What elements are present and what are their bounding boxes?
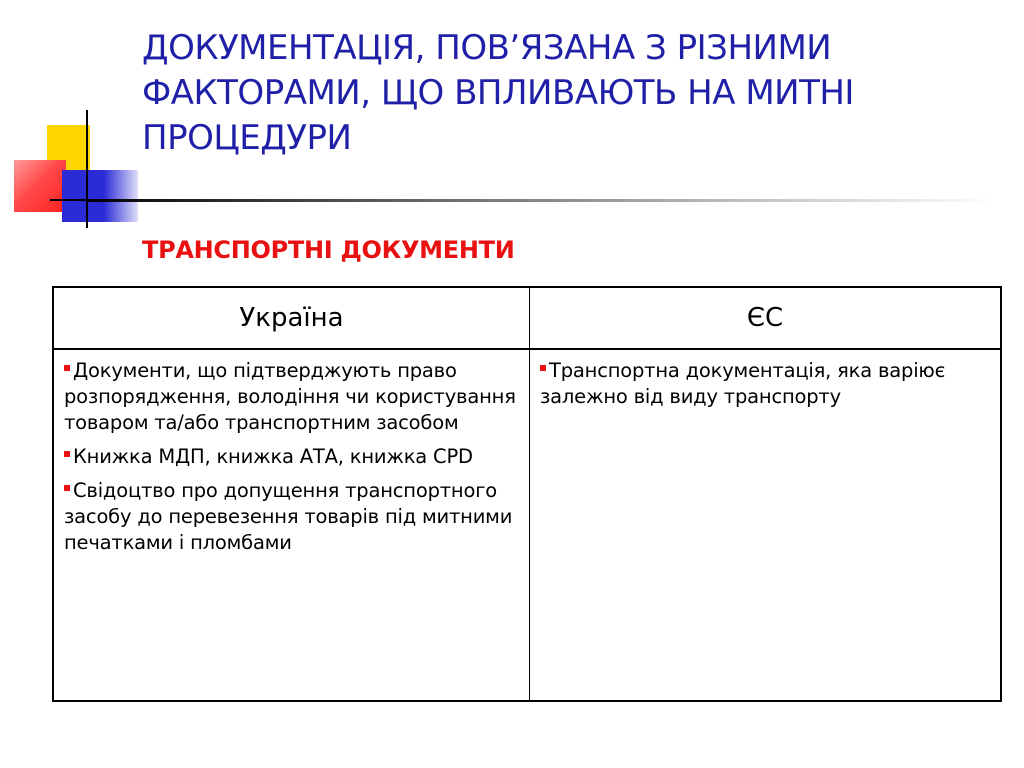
cell-eu — [530, 349, 1002, 701]
list-item-text: Книжка МДП, книжка АТА, книжка CPD — [73, 444, 473, 468]
cell-ukraine — [53, 349, 530, 701]
logo-vertical-line — [86, 110, 88, 228]
title-divider — [88, 199, 998, 202]
table-header-row — [53, 287, 1001, 349]
ukraine-bullet-list — [64, 358, 519, 555]
decorative-logo — [0, 0, 140, 240]
logo-blue-square — [62, 170, 138, 222]
table-row — [53, 349, 1001, 701]
list-item-text: Транспортна документація, яка варіює залежно від виду транспорту — [540, 359, 946, 408]
slide-title: ДОКУМЕНТАЦІЯ, ПОВ’ЯЗАНА З РІЗНИМИ ФАКТОРАМИ, ЩО ВПЛИВАЮТЬ НА МИТНІ ПРОЦЕДУРИ — [142, 28, 854, 159]
header-eu: ЄС — [530, 287, 1002, 349]
list-item — [64, 478, 519, 556]
bullet-square-icon — [64, 485, 70, 491]
list-item-text: Свідоцтво про допущення транспортного засобу до перевезення товарів під митними печатками і пломбами — [64, 478, 513, 554]
list-item — [540, 358, 990, 410]
list-item — [64, 444, 519, 470]
eu-bullet-list — [540, 358, 990, 410]
logo-red-square — [14, 160, 66, 212]
slide-subtitle: ТРАНСПОРТНІ ДОКУМЕНТИ — [142, 236, 515, 264]
list-item — [64, 358, 519, 436]
bullet-square-icon — [540, 365, 546, 371]
list-item-text: Документи, що підтверджують право розпорядження, володіння чи користування товаром та/або транспортним засобом — [64, 359, 516, 434]
header-ukraine: Україна — [53, 287, 530, 349]
comparison-table — [52, 286, 1002, 702]
bullet-square-icon — [64, 451, 70, 457]
bullet-square-icon — [64, 365, 70, 371]
